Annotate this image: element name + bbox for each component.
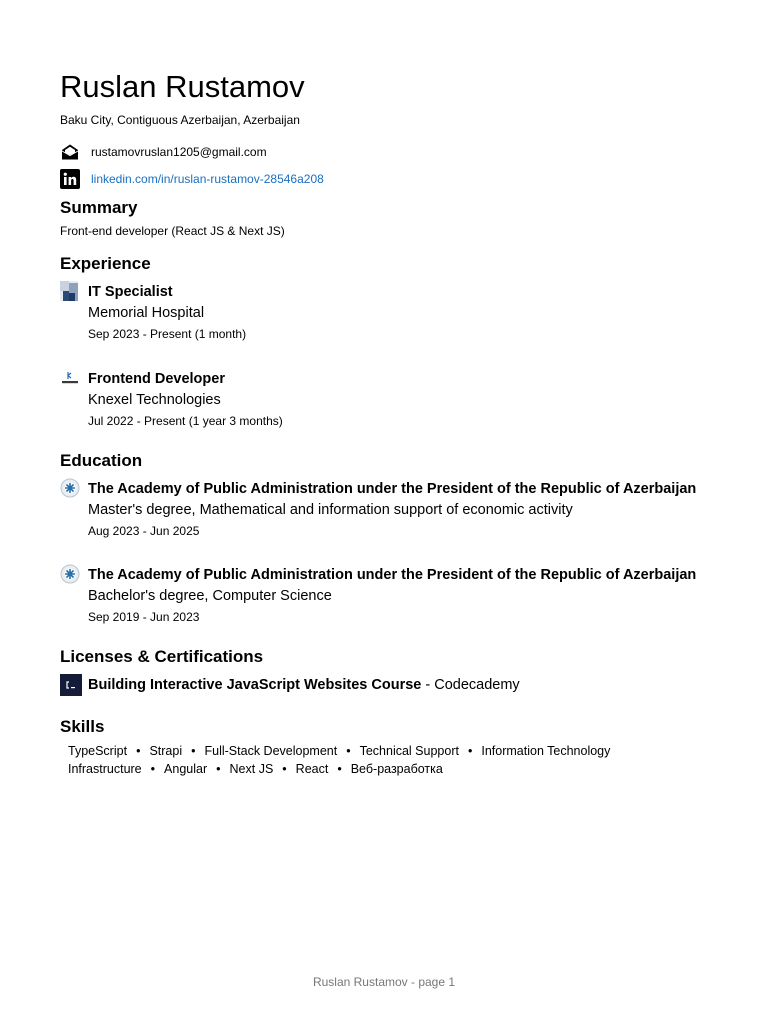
skill-separator: •	[467, 744, 473, 758]
skill-item: Full-Stack Development	[204, 744, 338, 758]
envelope-open-icon	[60, 142, 80, 162]
summary-section	[60, 197, 710, 239]
certification-name: Building Interactive JavaScript Websites Course	[88, 677, 422, 693]
location: Baku City, Contiguous Azerbaijan, Azerbaijan	[60, 113, 300, 127]
linkedin-icon[interactable]	[60, 169, 80, 189]
skill-separator: •	[150, 762, 156, 776]
memorial-hospital-logo-icon	[60, 281, 80, 301]
email-text: rustamovruslan1205@gmail.com	[91, 145, 267, 159]
education-item-body	[88, 564, 710, 626]
experience-company: Knexel Technologies	[88, 392, 221, 408]
skills-list	[60, 742, 668, 778]
resume-name: Ruslan Rustamov	[60, 69, 305, 104]
experience-role: Frontend Developer	[88, 371, 225, 387]
experience-company: Memorial Hospital	[88, 305, 205, 321]
certification-item	[60, 674, 710, 696]
skill-item: Strapi	[149, 744, 183, 758]
certification-issuer: - Codecademy	[421, 677, 520, 693]
contact-email-row	[60, 142, 710, 162]
education-heading: Education	[60, 451, 143, 470]
skill-item: Information Technology Infrastructure	[68, 744, 611, 776]
experience-role: IT Specialist	[88, 284, 173, 300]
skill-item: Next JS	[229, 762, 274, 776]
skill-item: Angular	[164, 762, 208, 776]
education-school: The Academy of Public Administration under the President of the Republic of Azerbaijan	[88, 567, 697, 583]
summary-text: Front-end developer (React JS & Next JS)	[60, 224, 285, 238]
codecademy-logo-icon	[60, 674, 82, 696]
skill-separator: •	[337, 762, 342, 776]
certifications-heading: Licenses & Certifications	[60, 647, 264, 666]
experience-dates: Jul 2022 - Present (1 year 3 months)	[88, 414, 283, 428]
skill-separator: •	[216, 762, 221, 776]
skill-item: Technical Support	[359, 744, 459, 758]
education-school: The Academy of Public Administration under the President of the Republic of Azerbaijan	[88, 481, 697, 497]
skills-heading: Skills	[60, 717, 105, 736]
experience-section	[60, 253, 710, 430]
skill-separator: •	[136, 744, 141, 758]
skill-separator: •	[346, 744, 351, 758]
experience-item	[60, 368, 710, 430]
experience-item	[60, 281, 710, 343]
education-degree: Bachelor's degree, Computer Science	[88, 588, 332, 604]
experience-item-body	[88, 368, 710, 430]
skill-separator: •	[191, 744, 196, 758]
skills-section	[60, 716, 710, 778]
experience-heading: Experience	[60, 254, 151, 273]
linkedin-link[interactable]: linkedin.com/in/ruslan-rustamov-28546a208	[91, 172, 324, 186]
skill-item: TypeScript	[68, 744, 128, 758]
contact-linkedin-row[interactable]	[60, 169, 710, 189]
education-section	[60, 450, 710, 626]
academy-seal-icon	[60, 564, 80, 584]
education-item	[60, 478, 710, 540]
page-footer: Ruslan Rustamov - page 1	[312, 975, 456, 989]
summary-heading: Summary	[60, 198, 138, 217]
education-degree: Master's degree, Mathematical and information support of economic activity	[88, 502, 573, 518]
education-dates: Sep 2019 - Jun 2023	[88, 610, 200, 624]
academy-seal-icon	[60, 478, 80, 498]
skill-separator: •	[282, 762, 287, 776]
resume-page	[60, 68, 710, 778]
experience-item-body	[88, 281, 710, 343]
skill-item: Веб-разработка	[350, 762, 443, 776]
certification-item-body	[88, 675, 710, 695]
education-item-body	[88, 478, 710, 540]
education-item	[60, 564, 710, 626]
experience-dates: Sep 2023 - Present (1 month)	[88, 327, 247, 341]
education-dates: Aug 2023 - Jun 2025	[88, 524, 200, 538]
skill-item: React	[295, 762, 329, 776]
contact-list	[60, 142, 710, 189]
certifications-section	[60, 646, 710, 696]
knexel-logo-icon	[60, 368, 80, 388]
